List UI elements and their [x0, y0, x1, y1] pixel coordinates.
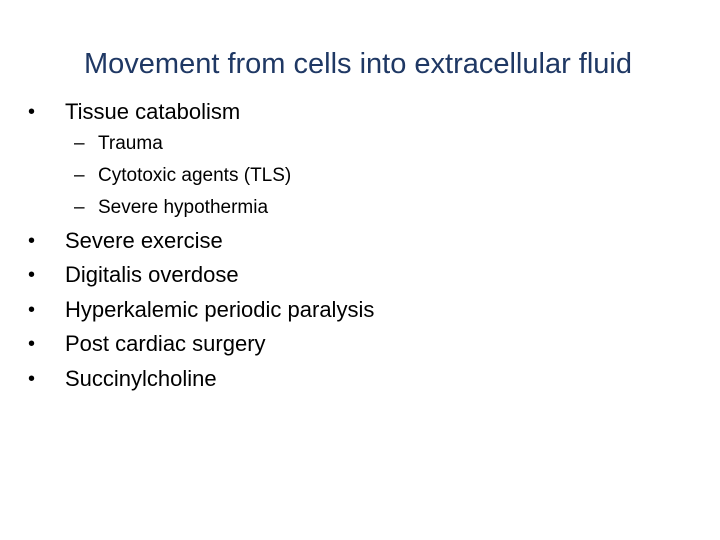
- sub-bullet-marker: –: [74, 197, 85, 218]
- bullet-marker: •: [28, 264, 36, 286]
- sub-bullet-text: Severe hypothermia: [98, 197, 269, 218]
- bullet-marker: •: [28, 230, 36, 252]
- slide-title: Movement from cells into extracellular fluid: [84, 48, 632, 80]
- bullet-marker: •: [28, 101, 36, 123]
- bullet-text: Succinylcholine: [65, 366, 217, 391]
- bullet-text: Post cardiac surgery: [65, 331, 266, 356]
- bullet-marker: •: [28, 333, 36, 355]
- bullet-text: Hyperkalemic periodic paralysis: [65, 297, 375, 322]
- sub-bullet-text: Cytotoxic agents (TLS): [98, 165, 292, 186]
- bullet-text: Digitalis overdose: [65, 262, 239, 287]
- bullet-text: Severe exercise: [65, 228, 223, 253]
- sub-bullet-marker: –: [74, 133, 85, 154]
- sub-bullet-text: Trauma: [98, 133, 163, 154]
- bullet-marker: •: [28, 299, 36, 321]
- bullet-marker: •: [28, 368, 36, 390]
- sub-bullet-marker: –: [74, 165, 85, 186]
- bullet-text: Tissue catabolism: [65, 99, 241, 124]
